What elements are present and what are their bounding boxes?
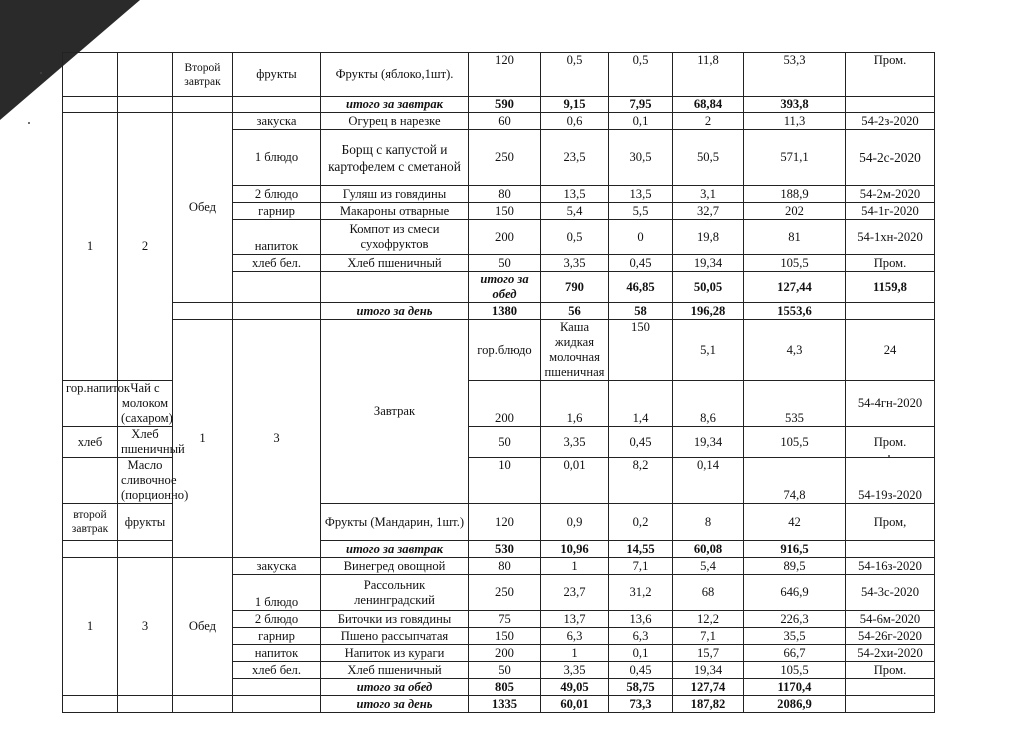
cell-weight: 150 bbox=[609, 320, 673, 381]
cell-energy: 226,3 bbox=[744, 611, 846, 628]
cell-section: хлеб bbox=[63, 427, 118, 458]
cell-weight: 200 bbox=[469, 381, 541, 427]
cell-weight: 50 bbox=[469, 255, 541, 272]
cell-energy: 35,5 bbox=[744, 628, 846, 645]
cell-fat: 0 bbox=[609, 220, 673, 255]
cell-energy: 571,1 bbox=[744, 130, 846, 186]
cell-recipe: 54-1хн-2020 bbox=[846, 220, 935, 255]
cell-recipe: Пром, bbox=[846, 504, 935, 541]
cell-dish: Фрукты (Мандарин, 1шт.) bbox=[321, 504, 469, 541]
cell-recipe: 54-6м-2020 bbox=[846, 611, 935, 628]
cell-day: 3 bbox=[118, 558, 173, 696]
cell-energy: 89,5 bbox=[744, 558, 846, 575]
cell-protein: 0,6 bbox=[541, 113, 609, 130]
cell-weight: 80 bbox=[469, 558, 541, 575]
cell-dish: Хлеб пшеничный bbox=[118, 427, 173, 458]
cell-dish: Гуляш из говядины bbox=[321, 186, 469, 203]
cell-carb: 2 bbox=[673, 113, 744, 130]
cell-weight: 50 bbox=[469, 662, 541, 679]
cell-dish: Биточки из говядины bbox=[321, 611, 469, 628]
cell-fat: 0,45 bbox=[609, 255, 673, 272]
cell-weight: 1380 bbox=[469, 303, 541, 320]
cell-fat: 0,45 bbox=[609, 662, 673, 679]
cell-recipe: 54-16з-2020 bbox=[846, 558, 935, 575]
cell-weight: 120 bbox=[469, 504, 541, 541]
cell-energy: 393,8 bbox=[744, 97, 846, 113]
cell-protein: 6,3 bbox=[541, 628, 609, 645]
cell-protein: 1 bbox=[541, 558, 609, 575]
cell-recipe bbox=[846, 97, 935, 113]
cell-fat: 6,3 bbox=[609, 628, 673, 645]
cell-dish: Макароны отварные bbox=[321, 203, 469, 220]
cell-meal: Второй завтрак bbox=[173, 53, 233, 97]
cell-dish: итого за обед bbox=[469, 272, 541, 303]
table-row bbox=[63, 303, 935, 320]
cell-section: 2 блюдо bbox=[233, 186, 321, 203]
cell-weight: 80 bbox=[469, 186, 541, 203]
cell-weight: 790 bbox=[541, 272, 609, 303]
menu-table bbox=[62, 52, 935, 713]
cell-protein: 13,7 bbox=[541, 611, 609, 628]
cell-week: 1 bbox=[63, 558, 118, 696]
cell-energy: 53,3 bbox=[744, 53, 846, 97]
cell-fat: 13,5 bbox=[609, 186, 673, 203]
cell-section: закуска bbox=[233, 558, 321, 575]
cell-fat: 4,3 bbox=[744, 320, 846, 381]
cell-day: 3 bbox=[233, 320, 321, 558]
cell-fat: 0,45 bbox=[609, 427, 673, 458]
cell-dish: Рассольник ленинградский bbox=[321, 575, 469, 611]
cell-energy: 81 bbox=[744, 220, 846, 255]
cell-protein: 0,5 bbox=[541, 53, 609, 97]
cell-protein: 23,7 bbox=[541, 575, 609, 611]
cell-section bbox=[321, 272, 469, 303]
cell-fat: 7,95 bbox=[609, 97, 673, 113]
cell-carb: 127,74 bbox=[673, 679, 744, 696]
cell-carb: 3,1 bbox=[673, 186, 744, 203]
cell-section bbox=[233, 679, 321, 696]
cell-protein: 1 bbox=[541, 645, 609, 662]
cell-meal bbox=[63, 541, 118, 558]
cell-week: 1 bbox=[173, 320, 233, 558]
cell-protein: 9,15 bbox=[541, 97, 609, 113]
cell-energy: 2086,9 bbox=[744, 696, 846, 713]
cell-recipe: 54-2з-2020 bbox=[846, 113, 935, 130]
cell-recipe bbox=[846, 541, 935, 558]
cell-section: фрукты bbox=[118, 504, 173, 541]
cell-carb: 5,4 bbox=[673, 558, 744, 575]
cell-recipe: 54-26г-2020 bbox=[846, 628, 935, 645]
cell-protein: 46,85 bbox=[609, 272, 673, 303]
cell-weight: 250 bbox=[469, 575, 541, 611]
table-row bbox=[63, 696, 935, 713]
cell-recipe: 54-2с-2020 bbox=[846, 130, 935, 186]
cell-energy: 1159,8 bbox=[846, 272, 935, 303]
cell-energy: 646,9 bbox=[744, 575, 846, 611]
table-row bbox=[63, 53, 935, 97]
cell-protein: 3,35 bbox=[541, 662, 609, 679]
cell-meal bbox=[233, 272, 321, 303]
cell-energy: 105,5 bbox=[744, 662, 846, 679]
cell-meal bbox=[173, 97, 233, 113]
cell-recipe: Пром. bbox=[846, 255, 935, 272]
cell-recipe: Пром. bbox=[846, 662, 935, 679]
cell-day bbox=[118, 97, 173, 113]
cell-energy: 916,5 bbox=[744, 541, 846, 558]
cell-fat: 8,2 bbox=[609, 458, 673, 504]
cell-section bbox=[63, 458, 118, 504]
cell-dish: Фрукты (яблоко,1шт). bbox=[321, 53, 469, 97]
cell-energy: 1553,6 bbox=[744, 303, 846, 320]
cell-dish: Борщ с капустой и картофелем с сметаной bbox=[321, 130, 469, 186]
cell-section: напиток bbox=[233, 645, 321, 662]
cell-recipe: 54-3с-2020 bbox=[846, 575, 935, 611]
cell-recipe: 54-2м-2020 bbox=[846, 186, 935, 203]
cell-section: гор.напиток bbox=[63, 381, 118, 427]
table-row bbox=[63, 113, 935, 130]
cell-protein: 3,35 bbox=[541, 255, 609, 272]
cell-carb: 12,2 bbox=[673, 611, 744, 628]
cell-section bbox=[118, 541, 173, 558]
cell-weight: 60 bbox=[469, 113, 541, 130]
cell-dish: Хлеб пшеничный bbox=[321, 255, 469, 272]
cell-recipe: 54-1г-2020 bbox=[846, 203, 935, 220]
cell-week bbox=[63, 97, 118, 113]
cell-weight: 50 bbox=[469, 427, 541, 458]
cell-recipe: Пром. bbox=[846, 427, 935, 458]
table-row bbox=[63, 558, 935, 575]
cell-carb: 19,34 bbox=[673, 662, 744, 679]
cell-weight: 150 bbox=[469, 628, 541, 645]
cell-week bbox=[63, 53, 118, 97]
cell-section: 1 блюдо bbox=[233, 130, 321, 186]
cell-energy: 105,5 bbox=[744, 427, 846, 458]
cell-recipe: 54-2хи-2020 bbox=[846, 645, 935, 662]
cell-carb: 60,08 bbox=[673, 541, 744, 558]
cell-carb: 24 bbox=[846, 320, 935, 381]
cell-protein: 13,5 bbox=[541, 186, 609, 203]
cell-section: 1 блюдо bbox=[233, 575, 321, 611]
cell-section bbox=[233, 303, 321, 320]
cell-weight: 200 bbox=[469, 645, 541, 662]
cell-energy: 66,7 bbox=[744, 645, 846, 662]
cell-weight: 250 bbox=[469, 130, 541, 186]
cell-carb: 187,82 bbox=[673, 696, 744, 713]
cell-dish: итого за завтрак bbox=[321, 97, 469, 113]
cell-section: напиток bbox=[233, 220, 321, 255]
cell-carb: 50,5 bbox=[673, 130, 744, 186]
cell-dish: Масло сливочное (порционно) bbox=[118, 458, 173, 504]
cell-section: фрукты bbox=[233, 53, 321, 97]
cell-section: гарнир bbox=[233, 203, 321, 220]
cell-week: 1 bbox=[63, 113, 118, 381]
scan-speck bbox=[28, 122, 30, 124]
cell-energy: 188,9 bbox=[744, 186, 846, 203]
cell-fat: 5,5 bbox=[609, 203, 673, 220]
cell-section: 2 блюдо bbox=[233, 611, 321, 628]
cell-carb: 15,7 bbox=[673, 645, 744, 662]
cell-section: закуска bbox=[233, 113, 321, 130]
cell-meal: Обед bbox=[173, 558, 233, 696]
cell-meal: Завтрак bbox=[321, 320, 469, 504]
cell-carb: 8,6 bbox=[673, 381, 744, 427]
cell-section: хлеб бел. bbox=[233, 662, 321, 679]
cell-energy: 42 bbox=[744, 504, 846, 541]
cell-meal: второй завтрак bbox=[63, 504, 118, 541]
cell-dish: Винегред овощной bbox=[321, 558, 469, 575]
cell-dish: итого за день bbox=[321, 303, 469, 320]
cell-recipe bbox=[846, 679, 935, 696]
cell-weight: 805 bbox=[469, 679, 541, 696]
cell-protein: 5,4 bbox=[541, 203, 609, 220]
table-row bbox=[63, 320, 935, 381]
cell-weight: 75 bbox=[469, 611, 541, 628]
cell-carb: 19,34 bbox=[673, 427, 744, 458]
cell-weight: 200 bbox=[469, 220, 541, 255]
cell-protein: 49,05 bbox=[541, 679, 609, 696]
cell-section bbox=[233, 97, 321, 113]
cell-weight: 10 bbox=[469, 458, 541, 504]
cell-day bbox=[118, 696, 173, 713]
cell-meal bbox=[173, 303, 233, 320]
cell-carb: 19,8 bbox=[673, 220, 744, 255]
cell-protein: 56 bbox=[541, 303, 609, 320]
cell-carb: 7,1 bbox=[673, 628, 744, 645]
cell-protein: 5,1 bbox=[673, 320, 744, 381]
cell-weight: 150 bbox=[469, 203, 541, 220]
cell-fat: 30,5 bbox=[609, 130, 673, 186]
cell-dish: Каша жидкая молочная пшеничная bbox=[541, 320, 609, 381]
cell-carb: 8 bbox=[673, 504, 744, 541]
cell-dish: Чай с молоком (сахаром) bbox=[118, 381, 173, 427]
cell-fat: 0,2 bbox=[609, 504, 673, 541]
cell-fat: 1,4 bbox=[609, 381, 673, 427]
cell-energy: 1170,4 bbox=[744, 679, 846, 696]
cell-protein: 0,01 bbox=[541, 458, 609, 504]
cell-fat: 31,2 bbox=[609, 575, 673, 611]
cell-meal: Обед bbox=[173, 113, 233, 303]
cell-carb: 11,8 bbox=[673, 53, 744, 97]
cell-weight: 1335 bbox=[469, 696, 541, 713]
cell-dish: Пшено рассыпчатая bbox=[321, 628, 469, 645]
cell-fat: 0,5 bbox=[609, 53, 673, 97]
cell-carb: 68 bbox=[673, 575, 744, 611]
cell-day: 2 bbox=[118, 113, 173, 381]
cell-carb: 127,44 bbox=[744, 272, 846, 303]
cell-section: гор.блюдо bbox=[469, 320, 541, 381]
cell-recipe: 54-19з-2020 bbox=[846, 458, 935, 504]
cell-section: гарнир bbox=[233, 628, 321, 645]
cell-dish: Огурец в нарезке bbox=[321, 113, 469, 130]
cell-protein: 0,9 bbox=[541, 504, 609, 541]
scan-speck bbox=[40, 72, 42, 74]
cell-energy: 11,3 bbox=[744, 113, 846, 130]
cell-protein: 23,5 bbox=[541, 130, 609, 186]
cell-weight: 530 bbox=[469, 541, 541, 558]
cell-energy: 74,8 bbox=[744, 458, 846, 504]
cell-protein: 10,96 bbox=[541, 541, 609, 558]
cell-day bbox=[118, 53, 173, 97]
cell-fat: 58,75 bbox=[609, 679, 673, 696]
cell-meal bbox=[173, 696, 233, 713]
cell-protein: 3,35 bbox=[541, 427, 609, 458]
cell-carb: 196,28 bbox=[673, 303, 744, 320]
cell-dish: Хлеб пшеничный bbox=[321, 662, 469, 679]
cell-fat: 14,55 bbox=[609, 541, 673, 558]
cell-recipe bbox=[846, 696, 935, 713]
cell-dish: итого за день bbox=[321, 696, 469, 713]
cell-recipe: Пром. bbox=[846, 53, 935, 97]
cell-fat: 0,1 bbox=[609, 113, 673, 130]
cell-dish: Компот из смеси сухофруктов bbox=[321, 220, 469, 255]
cell-fat: 13,6 bbox=[609, 611, 673, 628]
cell-fat: 58 bbox=[609, 303, 673, 320]
cell-fat: 50,05 bbox=[673, 272, 744, 303]
cell-fat: 0,1 bbox=[609, 645, 673, 662]
cell-recipe: 54-4гн-2020 bbox=[846, 381, 935, 427]
cell-fat: 7,1 bbox=[609, 558, 673, 575]
cell-fat: 73,3 bbox=[609, 696, 673, 713]
cell-section: хлеб бел. bbox=[233, 255, 321, 272]
cell-carb: 19,34 bbox=[673, 255, 744, 272]
cell-protein: 1,6 bbox=[541, 381, 609, 427]
cell-carb: 0,14 bbox=[673, 458, 744, 504]
cell-protein: 60,01 bbox=[541, 696, 609, 713]
cell-recipe bbox=[846, 303, 935, 320]
cell-carb: 32,7 bbox=[673, 203, 744, 220]
cell-energy: 535 bbox=[744, 381, 846, 427]
cell-section bbox=[233, 696, 321, 713]
cell-energy: 202 bbox=[744, 203, 846, 220]
cell-weight: 120 bbox=[469, 53, 541, 97]
cell-dish: Напиток из кураги bbox=[321, 645, 469, 662]
cell-carb: 68,84 bbox=[673, 97, 744, 113]
cell-dish: итого за завтрак bbox=[321, 541, 469, 558]
cell-week bbox=[63, 696, 118, 713]
cell-dish: итого за обед bbox=[321, 679, 469, 696]
cell-protein: 0,5 bbox=[541, 220, 609, 255]
cell-weight: 590 bbox=[469, 97, 541, 113]
cell-energy: 105,5 bbox=[744, 255, 846, 272]
table-row bbox=[63, 97, 935, 113]
